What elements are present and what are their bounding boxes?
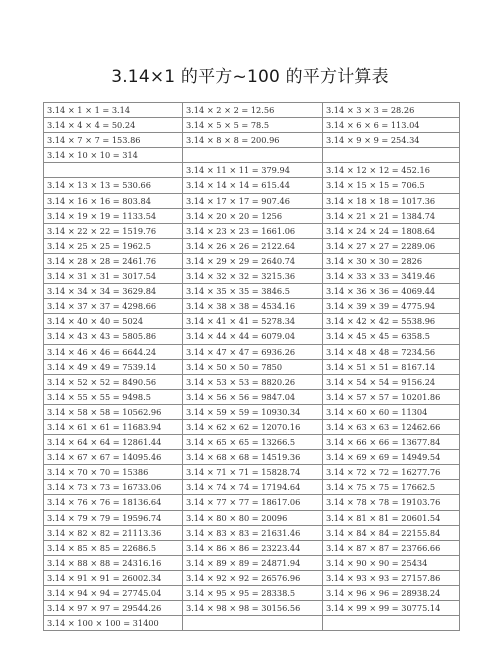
table-row: [44, 374, 460, 389]
table-row: [44, 253, 460, 268]
table-cell: 3.14 × 89 × 89 = 24871.94: [183, 555, 323, 570]
table-cell: 3.14 × 32 × 32 = 3215.36: [183, 269, 323, 284]
table-cell: 3.14 × 29 × 29 = 2640.74: [183, 253, 323, 268]
table-cell: 3.14 × 2 × 2 = 12.56: [183, 103, 323, 118]
table-cell: 3.14 × 41 × 41 = 5278.34: [183, 314, 323, 329]
calculation-table: [43, 102, 460, 631]
table-row: [44, 103, 460, 118]
table-cell: 3.14 × 50 × 50 = 7850: [183, 359, 323, 374]
table-cell: 3.14 × 11 × 11 = 379.94: [183, 163, 323, 178]
table-cell: 3.14 × 79 × 79 = 19596.74: [44, 510, 183, 525]
table-cell: 3.14 × 70 × 70 = 15386: [44, 465, 183, 480]
table-cell: 3.14 × 24 × 24 = 1808.64: [323, 223, 460, 238]
table-cell: 3.14 × 23 × 23 = 1661.06: [183, 223, 323, 238]
table-row: [44, 601, 460, 616]
table-cell: 3.14 × 5 × 5 = 78.5: [183, 118, 323, 133]
table-row: [44, 555, 460, 570]
table-cell: 3.14 × 66 × 66 = 13677.84: [323, 435, 460, 450]
table-cell: 3.14 × 37 × 37 = 4298.66: [44, 299, 183, 314]
table-cell: 3.14 × 48 × 48 = 7234.56: [323, 344, 460, 359]
table-row: [44, 419, 460, 434]
table-cell: [323, 148, 460, 163]
table-cell: 3.14 × 71 × 71 = 15828.74: [183, 465, 323, 480]
table-row: [44, 359, 460, 374]
table-cell: 3.14 × 96 × 96 = 28938.24: [323, 586, 460, 601]
table-cell: 3.14 × 26 × 26 = 2122.64: [183, 238, 323, 253]
table-cell: 3.14 × 38 × 38 = 4534.16: [183, 299, 323, 314]
table-cell: 3.14 × 57 × 57 = 10201.86: [323, 389, 460, 404]
table-row: [44, 118, 460, 133]
table-row: [44, 586, 460, 601]
table-row: [44, 495, 460, 510]
table-cell: 3.14 × 16 × 16 = 803.84: [44, 193, 183, 208]
table-cell: 3.14 × 74 × 74 = 17194.64: [183, 480, 323, 495]
table-cell: 3.14 × 100 × 100 = 31400: [44, 616, 183, 631]
table-cell: 3.14 × 90 × 90 = 25434: [323, 555, 460, 570]
table-cell: 3.14 × 94 × 94 = 27745.04: [44, 586, 183, 601]
table-cell: [44, 163, 183, 178]
table-cell: 3.14 × 31 × 31 = 3017.54: [44, 269, 183, 284]
table-cell: 3.14 × 49 × 49 = 7539.14: [44, 359, 183, 374]
table-cell: 3.14 × 91 × 91 = 26002.34: [44, 570, 183, 585]
table-row: [44, 570, 460, 585]
table-cell: 3.14 × 6 × 6 = 113.04: [323, 118, 460, 133]
table-cell: 3.14 × 55 × 55 = 9498.5: [44, 389, 183, 404]
table-cell: [183, 616, 323, 631]
table-row: [44, 299, 460, 314]
table-row: [44, 193, 460, 208]
table-cell: 3.14 × 62 × 62 = 12070.16: [183, 419, 323, 434]
table-cell: 3.14 × 93 × 93 = 27157.86: [323, 570, 460, 585]
table-cell: 3.14 × 68 × 68 = 14519.36: [183, 450, 323, 465]
table-cell: 3.14 × 64 × 64 = 12861.44: [44, 435, 183, 450]
page-title: 3.14×1 的平方~100 的平方计算表: [111, 67, 389, 87]
table-cell: 3.14 × 14 × 14 = 615.44: [183, 178, 323, 193]
table-cell: 3.14 × 61 × 61 = 11683.94: [44, 419, 183, 434]
table-cell: 3.14 × 18 × 18 = 1017.36: [323, 193, 460, 208]
table-cell: 3.14 × 13 × 13 = 530.66: [44, 178, 183, 193]
table-cell: 3.14 × 15 × 15 = 706.5: [323, 178, 460, 193]
table-cell: 3.14 × 82 × 82 = 21113.36: [44, 525, 183, 540]
table-cell: 3.14 × 84 × 84 = 22155.84: [323, 525, 460, 540]
table-cell: 3.14 × 33 × 33 = 3419.46: [323, 269, 460, 284]
table-cell: 3.14 × 47 × 47 = 6936.26: [183, 344, 323, 359]
table-cell: 3.14 × 75 × 75 = 17662.5: [323, 480, 460, 495]
table-row: [44, 435, 460, 450]
table-row: [44, 329, 460, 344]
table-cell: 3.14 × 42 × 42 = 5538.96: [323, 314, 460, 329]
table-row: [44, 344, 460, 359]
table-cell: 3.14 × 40 × 40 = 5024: [44, 314, 183, 329]
table-cell: [323, 616, 460, 631]
table-cell: 3.14 × 1 × 1 = 3.14: [44, 103, 183, 118]
table-cell: 3.14 × 80 × 80 = 20096: [183, 510, 323, 525]
table-row: [44, 480, 460, 495]
table-cell: 3.14 × 22 × 22 = 1519.76: [44, 223, 183, 238]
table-cell: 3.14 × 34 × 34 = 3629.84: [44, 284, 183, 299]
table-cell: [183, 148, 323, 163]
table-cell: 3.14 × 85 × 85 = 22686.5: [44, 540, 183, 555]
table-cell: 3.14 × 35 × 35 = 3846.5: [183, 284, 323, 299]
table-cell: 3.14 × 76 × 76 = 18136.64: [44, 495, 183, 510]
table-cell: 3.14 × 25 × 25 = 1962.5: [44, 238, 183, 253]
table-cell: 3.14 × 53 × 53 = 8820.26: [183, 374, 323, 389]
table-cell: 3.14 × 7 × 7 = 153.86: [44, 133, 183, 148]
table-cell: 3.14 × 95 × 95 = 28338.5: [183, 586, 323, 601]
table-cell: 3.14 × 78 × 78 = 19103.76: [323, 495, 460, 510]
table-cell: 3.14 × 46 × 46 = 6644.24: [44, 344, 183, 359]
table-cell: 3.14 × 43 × 43 = 5805.86: [44, 329, 183, 344]
table-cell: 3.14 × 92 × 92 = 26576.96: [183, 570, 323, 585]
table-cell: 3.14 × 39 × 39 = 4775.94: [323, 299, 460, 314]
table-cell: 3.14 × 99 × 99 = 30775.14: [323, 601, 460, 616]
table-cell: 3.14 × 44 × 44 = 6079.04: [183, 329, 323, 344]
table-row: [44, 525, 460, 540]
table-cell: 3.14 × 19 × 19 = 1133.54: [44, 208, 183, 223]
table-cell: 3.14 × 17 × 17 = 907.46: [183, 193, 323, 208]
table-row: [44, 465, 460, 480]
table-row: [44, 616, 460, 631]
table-cell: 3.14 × 86 × 86 = 23223.44: [183, 540, 323, 555]
table-row: [44, 404, 460, 419]
table-cell: 3.14 × 36 × 36 = 4069.44: [323, 284, 460, 299]
table-cell: 3.14 × 73 × 73 = 16733.06: [44, 480, 183, 495]
table-cell: 3.14 × 59 × 59 = 10930.34: [183, 404, 323, 419]
table-cell: 3.14 × 60 × 60 = 11304: [323, 404, 460, 419]
table-cell: 3.14 × 21 × 21 = 1384.74: [323, 208, 460, 223]
table-cell: 3.14 × 77 × 77 = 18617.06: [183, 495, 323, 510]
table-row: [44, 208, 460, 223]
calculation-table-body: [44, 103, 460, 631]
table-cell: 3.14 × 67 × 67 = 14095.46: [44, 450, 183, 465]
table-row: [44, 269, 460, 284]
table-row: [44, 314, 460, 329]
table-cell: 3.14 × 3 × 3 = 28.26: [323, 103, 460, 118]
table-row: [44, 178, 460, 193]
table-cell: 3.14 × 56 × 56 = 9847.04: [183, 389, 323, 404]
table-cell: 3.14 × 27 × 27 = 2289.06: [323, 238, 460, 253]
table-cell: 3.14 × 63 × 63 = 12462.66: [323, 419, 460, 434]
table-cell: 3.14 × 97 × 97 = 29544.26: [44, 601, 183, 616]
table-cell: 3.14 × 51 × 51 = 8167.14: [323, 359, 460, 374]
table-cell: 3.14 × 4 × 4 = 50.24: [44, 118, 183, 133]
table-cell: 3.14 × 81 × 81 = 20601.54: [323, 510, 460, 525]
table-cell: 3.14 × 58 × 58 = 10562.96: [44, 404, 183, 419]
table-row: [44, 450, 460, 465]
calculation-table-container: [43, 102, 459, 631]
table-row: [44, 133, 460, 148]
table-cell: 3.14 × 28 × 28 = 2461.76: [44, 253, 183, 268]
table-cell: 3.14 × 30 × 30 = 2826: [323, 253, 460, 268]
table-cell: 3.14 × 72 × 72 = 16277.76: [323, 465, 460, 480]
table-row: [44, 389, 460, 404]
table-cell: 3.14 × 87 × 87 = 23766.66: [323, 540, 460, 555]
table-cell: 3.14 × 54 × 54 = 9156.24: [323, 374, 460, 389]
table-cell: 3.14 × 69 × 69 = 14949.54: [323, 450, 460, 465]
table-cell: 3.14 × 83 × 83 = 21631.46: [183, 525, 323, 540]
table-row: [44, 284, 460, 299]
table-row: [44, 510, 460, 525]
table-row: [44, 540, 460, 555]
table-cell: 3.14 × 65 × 65 = 13266.5: [183, 435, 323, 450]
table-row: [44, 223, 460, 238]
table-cell: 3.14 × 20 × 20 = 1256: [183, 208, 323, 223]
table-cell: 3.14 × 52 × 52 = 8490.56: [44, 374, 183, 389]
table-row: [44, 148, 460, 163]
table-cell: 3.14 × 9 × 9 = 254.34: [323, 133, 460, 148]
table-cell: 3.14 × 98 × 98 = 30156.56: [183, 601, 323, 616]
table-cell: 3.14 × 8 × 8 = 200.96: [183, 133, 323, 148]
table-cell: 3.14 × 88 × 88 = 24316.16: [44, 555, 183, 570]
table-cell: 3.14 × 10 × 10 = 314: [44, 148, 183, 163]
table-cell: 3.14 × 45 × 45 = 6358.5: [323, 329, 460, 344]
table-cell: 3.14 × 12 × 12 = 452.16: [323, 163, 460, 178]
table-row: [44, 163, 460, 178]
table-row: [44, 238, 460, 253]
